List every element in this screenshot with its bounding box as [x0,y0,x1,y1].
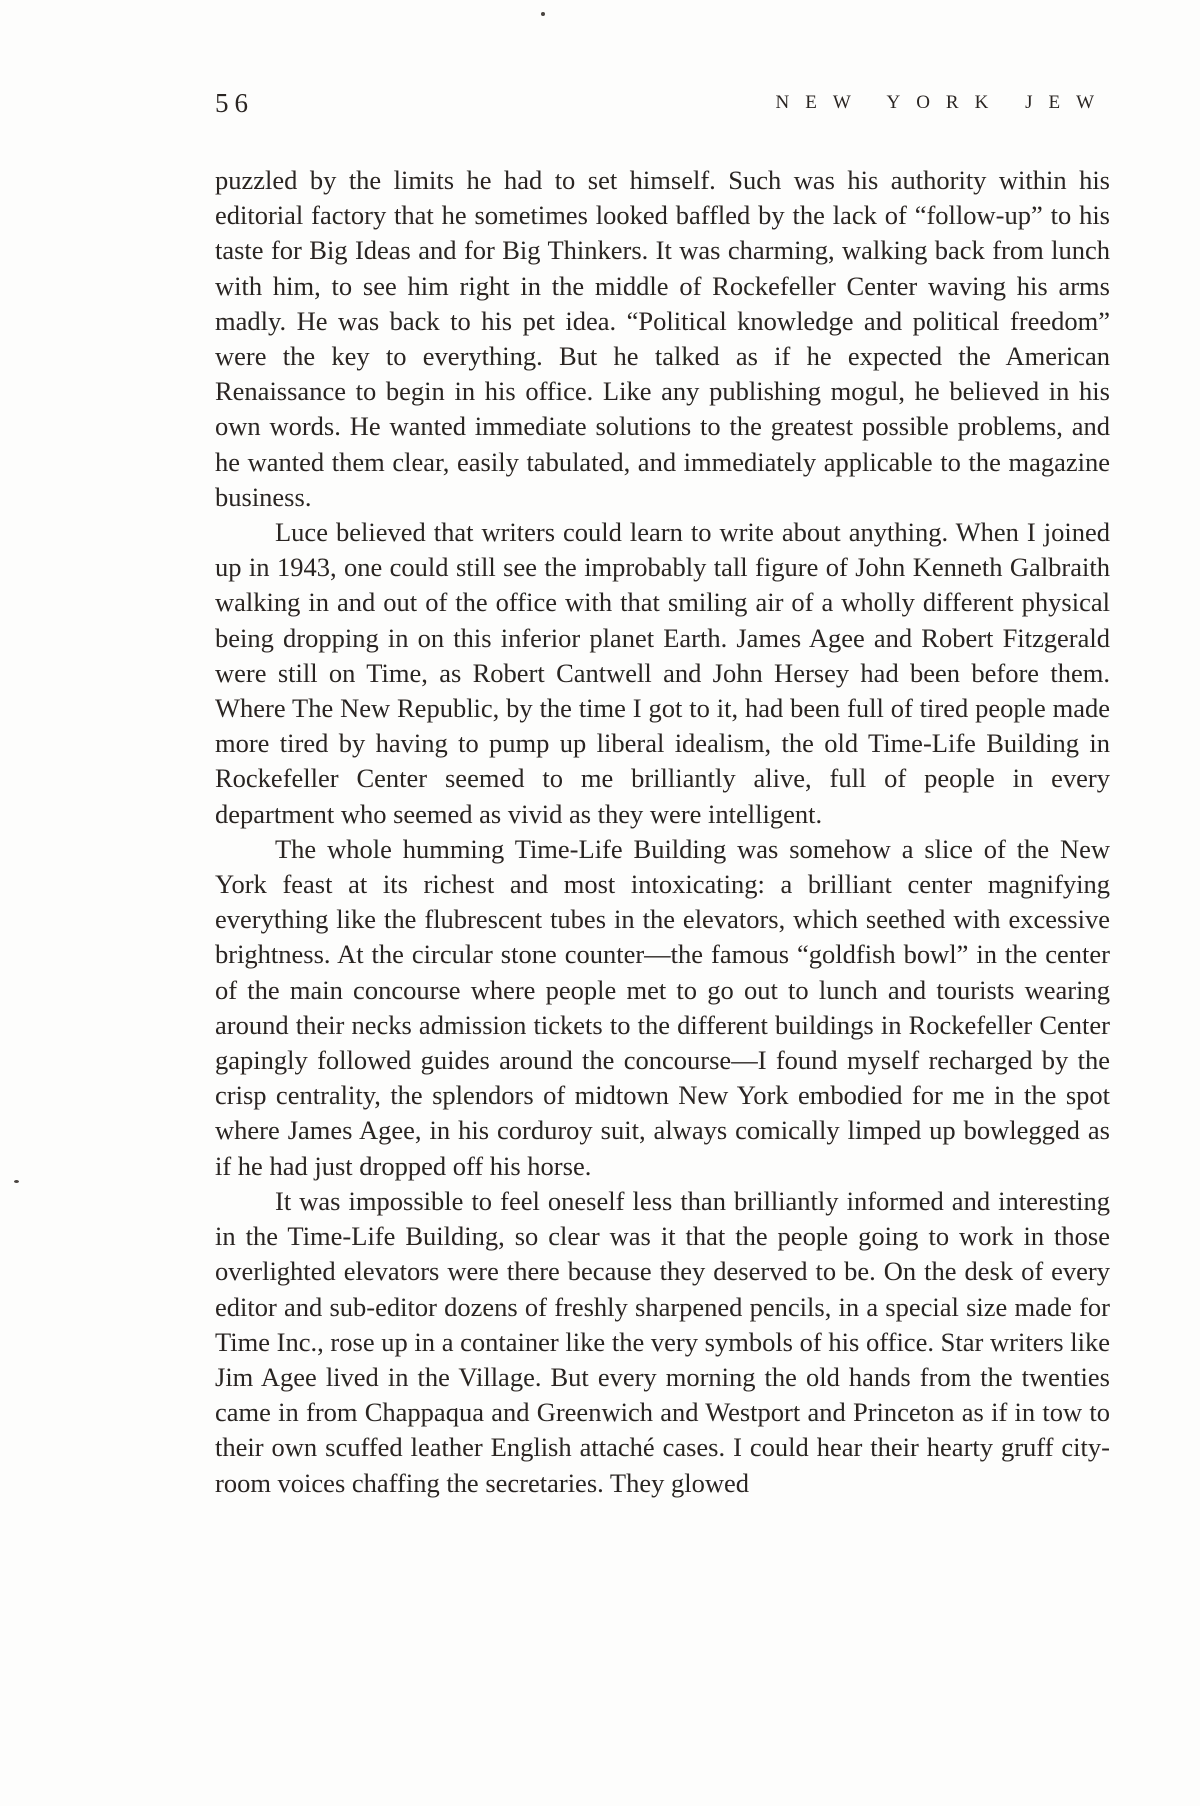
paragraph-3: The whole humming Time-Life Building was somehow a slice of the New York feast at its richest and most intoxicating: a brilliant center magnifying everything like the flubrescent tubes in the elevators, which seethed with excessive brightness. At the circular stone counter—the famous “goldfish bowl” in the center of the main concourse where people met to go out to lunch and tourists wearing around their necks admission tickets to the different buildings in Rockefeller Center gapingly followed guides around the concourse—I found myself recharged by the crisp centrality, the splendors of midtown New York embodied for me in the spot where James Agee, in his corduroy suit, always comically limped up bowlegged as if he had just dropped off his horse. [215,833,1110,1181]
body-text [215,163,1110,1501]
paragraph-1: puzzled by the limits he had to set himself. Such was his authority within his editorial factory that he sometimes looked baffled by the lack of “follow-up” to his taste for Big Ideas and for Big Thinkers. It was charming, walking back from lunch with him, to see him right in the middle of Rockefeller Center waving his arms madly. He was back to his pet idea. “Political knowledge and political freedom” were the key to everything. But he talked as if he expected the American Renaissance to begin in his office. Like any publishing mogul, he believed in his own words. He wanted immediate solutions to the greatest possible problems, and he wanted them clear, easily tabulated, and immediately applicable to the magazine business. [215,165,1110,512]
page-number: 56 [215,88,254,118]
page-header [215,88,1110,128]
running-head: NEW YORK JEW [775,92,1110,113]
paragraph-4: It was impossible to feel oneself less than brilliantly informed and interesting in the Time-Life Building, so clear was it that the people going to work in those overlighted elevators were there because they deserved to be. On the desk of every editor and sub-editor dozens of freshly sharpened pencils, in a special size made for Time Inc., rose up in a container like the very symbols of his office. Star writers like Jim Agee lived in the Village. But every morning the old hands from the twenties came in from Chappaqua and Greenwich and Westport and Princeton as if in tow to their own scuffed leather English attaché cases. I could hear their hearty gruff city-room voices chaffing the secretaries. They glowed [215,1185,1110,1498]
paragraph-2: Luce believed that writers could learn to write about anything. When I joined up in 1943, one could still see the improbably tall figure of John Kenneth Galbraith walking in and out of the office with that smiling air of a wholly different physical being dropping in on this inferior planet Earth. James Agee and Robert Fitzgerald were still on Time, as Robert Cantwell and John Hersey had been before them. Where The New Republic, by the time I got to it, had been full of tired people made more tired by having to pump up liberal idealism, the old Time-Life Building in Rockefeller Center seemed to me brilliantly alive, full of people in every department who seemed as vivid as they were intelligent. [215,517,1110,829]
ink-speck-left [14,1180,19,1183]
ink-speck-top [541,12,545,16]
